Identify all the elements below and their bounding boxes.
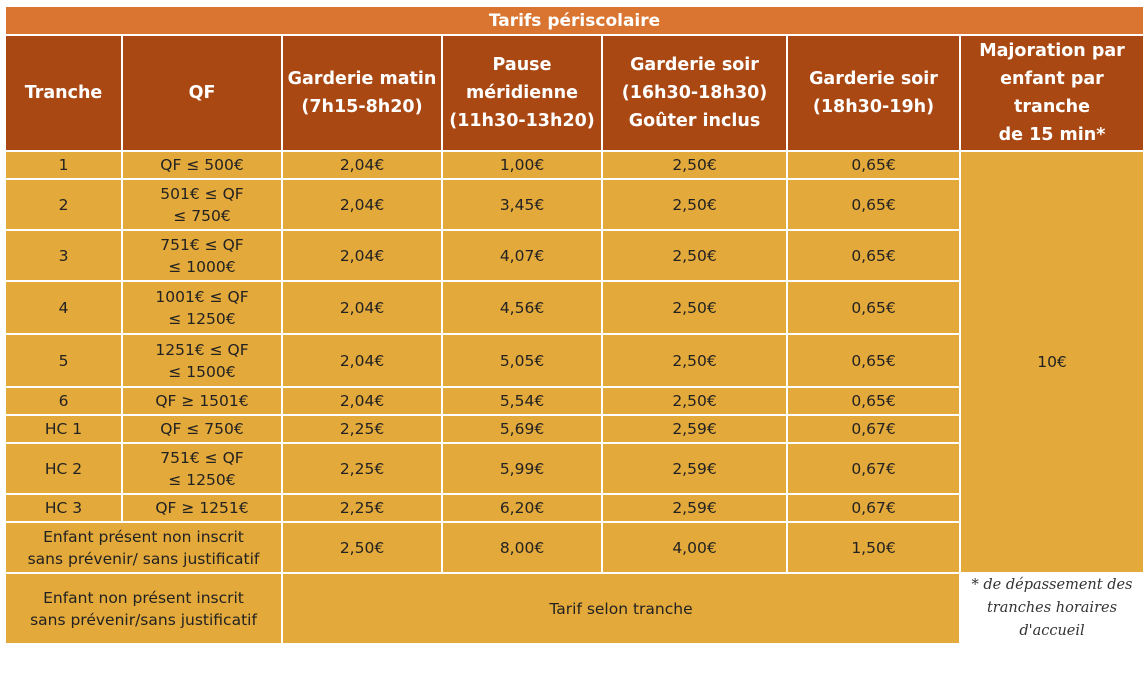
price-garderie-soir: 2,50€ bbox=[602, 151, 787, 179]
header-pause-meridienne bbox=[442, 35, 602, 151]
price-garderie-soir: 2,59€ bbox=[602, 443, 787, 494]
cell-text-line: Majoration par bbox=[979, 41, 1125, 61]
cell-text-line: de 15 min* bbox=[998, 125, 1106, 145]
cell-text-line: (18h30-19h) bbox=[812, 97, 935, 117]
header-garderie-matin bbox=[282, 35, 442, 151]
cell-text-line: Garderie soir bbox=[809, 69, 938, 89]
cell-text-line: (7h15-8h20) bbox=[301, 97, 423, 117]
cell-text-line: Pause bbox=[492, 55, 552, 75]
price-garderie-soir: 2,59€ bbox=[602, 415, 787, 443]
cell-text-line: Goûter inclus bbox=[628, 111, 761, 131]
table-row-enfant-absent bbox=[5, 573, 1144, 644]
qf-cell bbox=[122, 334, 282, 387]
cell-text-line: 501€ ≤ QF bbox=[160, 184, 244, 203]
price-garderie-soir: 2,50€ bbox=[602, 334, 787, 387]
cell-text-line: 5 bbox=[58, 351, 69, 370]
tranche-cell bbox=[5, 334, 122, 387]
cell-text-line: ≤ 1500€ bbox=[168, 362, 236, 381]
footnote bbox=[960, 573, 1144, 644]
price-garderie-soir-tard: 0,65€ bbox=[787, 179, 960, 230]
qf-cell bbox=[122, 415, 282, 443]
price-garderie-soir: 2,50€ bbox=[602, 230, 787, 281]
price-garderie-soir-tard: 0,65€ bbox=[787, 387, 960, 415]
cell-text-line: QF bbox=[188, 83, 216, 103]
cell-text-line: 2 bbox=[58, 195, 69, 214]
enfant-present-label bbox=[5, 522, 282, 573]
cell-text-line: d'accueil bbox=[1019, 623, 1085, 639]
cell-text-line: enfant par bbox=[1000, 69, 1104, 89]
cell-text-line: QF ≤ 500€ bbox=[160, 156, 244, 174]
cell-text-line: Garderie matin bbox=[287, 69, 437, 89]
cell-text-line: HC 3 bbox=[44, 499, 83, 517]
title-row bbox=[5, 6, 1144, 35]
qf-cell bbox=[122, 387, 282, 415]
cell-text-line: Enfant non présent inscrit bbox=[43, 588, 244, 607]
price-pause-meridienne: 5,99€ bbox=[442, 443, 602, 494]
cell-text-line: méridienne bbox=[466, 83, 578, 103]
tranche-cell bbox=[5, 230, 122, 281]
enfant-absent-label bbox=[5, 573, 282, 644]
header-garderie-soir bbox=[602, 35, 787, 151]
cell-text-line: 1251€ ≤ QF bbox=[155, 340, 249, 359]
cell-text-line: Garderie soir bbox=[630, 55, 759, 75]
price-garderie-matin: 2,04€ bbox=[282, 387, 442, 415]
price-garderie-soir: 4,00€ bbox=[602, 522, 787, 573]
cell-text-line: tranches horaires bbox=[986, 600, 1118, 616]
price-garderie-soir-tard: 0,65€ bbox=[787, 151, 960, 179]
price-garderie-soir: 2,50€ bbox=[602, 179, 787, 230]
cell-text-line: QF ≥ 1251€ bbox=[155, 499, 249, 517]
header-tranche bbox=[5, 35, 122, 151]
price-garderie-soir-tard: 0,67€ bbox=[787, 415, 960, 443]
majoration-value: 10€ bbox=[960, 151, 1144, 573]
cell-text-line: HC 2 bbox=[44, 459, 83, 478]
price-garderie-soir-tard: 0,65€ bbox=[787, 281, 960, 334]
header-qf bbox=[122, 35, 282, 151]
price-garderie-soir: 2,50€ bbox=[602, 387, 787, 415]
price-garderie-matin: 2,25€ bbox=[282, 494, 442, 522]
cell-text-line: sans prévenir/sans justificatif bbox=[30, 610, 257, 629]
table-row bbox=[5, 151, 1144, 179]
price-garderie-soir-tard: 0,67€ bbox=[787, 494, 960, 522]
qf-cell bbox=[122, 281, 282, 334]
tarifs-table bbox=[4, 5, 1145, 645]
price-garderie-soir-tard: 0,67€ bbox=[787, 443, 960, 494]
price-garderie-matin: 2,04€ bbox=[282, 230, 442, 281]
cell-text-line: 1001€ ≤ QF bbox=[155, 287, 249, 306]
tranche-cell bbox=[5, 443, 122, 494]
cell-text-line: tranche bbox=[1014, 97, 1090, 117]
qf-cell bbox=[122, 230, 282, 281]
cell-text-line: 1 bbox=[58, 156, 69, 174]
qf-cell bbox=[122, 179, 282, 230]
header-row bbox=[5, 35, 1144, 151]
cell-text-line: sans prévenir/ sans justificatif bbox=[27, 549, 260, 568]
price-pause-meridienne: 5,54€ bbox=[442, 387, 602, 415]
cell-text-line: ≤ 1000€ bbox=[168, 257, 236, 276]
cell-text-line: 751€ ≤ QF bbox=[160, 448, 244, 467]
price-garderie-matin: 2,25€ bbox=[282, 415, 442, 443]
cell-text-line: QF ≥ 1501€ bbox=[155, 392, 249, 410]
cell-text-line: ≤ 750€ bbox=[173, 206, 231, 225]
tranche-cell bbox=[5, 151, 122, 179]
cell-text-line: HC 1 bbox=[44, 420, 83, 438]
price-pause-meridienne: 1,00€ bbox=[442, 151, 602, 179]
price-garderie-matin: 2,04€ bbox=[282, 281, 442, 334]
tranche-cell bbox=[5, 415, 122, 443]
price-garderie-matin: 2,04€ bbox=[282, 334, 442, 387]
cell-text-line: ≤ 1250€ bbox=[168, 470, 236, 489]
price-pause-meridienne: 8,00€ bbox=[442, 522, 602, 573]
price-garderie-soir-tard: 0,65€ bbox=[787, 230, 960, 281]
tranche-cell bbox=[5, 494, 122, 522]
cell-text-line: * de dépassement des bbox=[971, 577, 1133, 593]
tranche-cell bbox=[5, 281, 122, 334]
cell-text-line: QF ≤ 750€ bbox=[160, 420, 244, 438]
price-garderie-matin: 2,04€ bbox=[282, 179, 442, 230]
price-garderie-soir-tard: 1,50€ bbox=[787, 522, 960, 573]
qf-cell bbox=[122, 151, 282, 179]
price-pause-meridienne: 3,45€ bbox=[442, 179, 602, 230]
price-garderie-matin: 2,25€ bbox=[282, 443, 442, 494]
price-garderie-matin: 2,04€ bbox=[282, 151, 442, 179]
price-pause-meridienne: 5,69€ bbox=[442, 415, 602, 443]
price-garderie-soir-tard: 0,65€ bbox=[787, 334, 960, 387]
price-garderie-soir: 2,59€ bbox=[602, 494, 787, 522]
cell-text-line: Enfant présent non inscrit bbox=[43, 527, 244, 546]
price-pause-meridienne: 6,20€ bbox=[442, 494, 602, 522]
table-title: Tarifs périscolaire bbox=[5, 6, 1144, 35]
price-pause-meridienne: 5,05€ bbox=[442, 334, 602, 387]
cell-text-line: (11h30-13h20) bbox=[449, 111, 595, 131]
cell-text-line: (16h30-18h30) bbox=[621, 83, 768, 103]
cell-text-line: 4 bbox=[58, 298, 69, 317]
price-pause-meridienne: 4,56€ bbox=[442, 281, 602, 334]
price-pause-meridienne: 4,07€ bbox=[442, 230, 602, 281]
tranche-cell bbox=[5, 387, 122, 415]
cell-text-line: 6 bbox=[58, 392, 69, 410]
cell-text-line: 751€ ≤ QF bbox=[160, 235, 244, 254]
tranche-cell bbox=[5, 179, 122, 230]
qf-cell bbox=[122, 443, 282, 494]
cell-text-line: 3 bbox=[58, 246, 69, 265]
cell-text-line: ≤ 1250€ bbox=[168, 309, 236, 328]
cell-text-line: Tranche bbox=[24, 83, 103, 103]
header-majoration bbox=[960, 35, 1144, 151]
price-garderie-soir: 2,50€ bbox=[602, 281, 787, 334]
price-garderie-matin: 2,50€ bbox=[282, 522, 442, 573]
tarif-selon-tranche: Tarif selon tranche bbox=[282, 573, 960, 644]
header-garderie-soir-tard bbox=[787, 35, 960, 151]
qf-cell bbox=[122, 494, 282, 522]
